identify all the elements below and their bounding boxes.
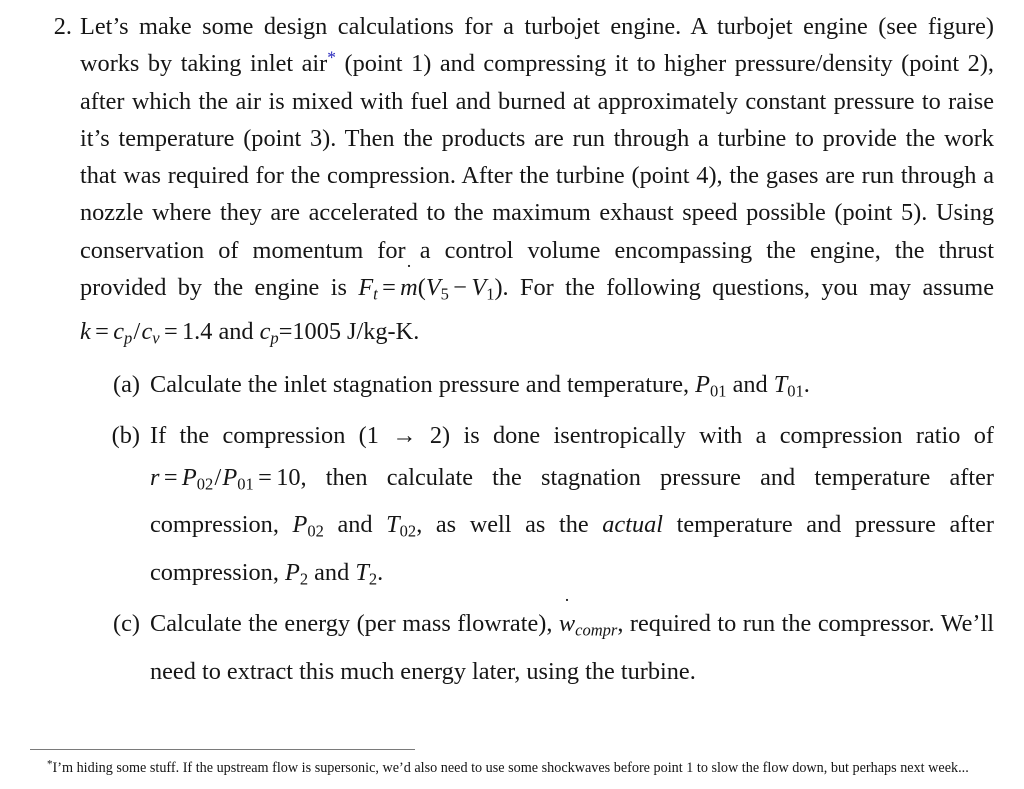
ratio-slash: / (214, 463, 222, 491)
footnote-text (30, 759, 992, 779)
k-equals-1: = (95, 317, 109, 345)
subpart-b-run-7: and (308, 559, 356, 587)
paragraph-run-5: J/kg-K. (340, 317, 420, 345)
footnote-area (30, 749, 994, 779)
equation-cp (260, 318, 341, 345)
symbol-P01 (695, 371, 727, 401)
footnote-body: I’m hiding some stuff. If the upstream flow is supersonic, we’d also need to use some shockwaves before point 1 to slow the flow down, but perhaps next week... (52, 760, 969, 777)
ratio-P02: P (181, 463, 197, 491)
paragraph-run-2: (point 1) and compressing it to higher pressure/density (point 2), after which the air is mixed with fuel and burned at approximately constant pressure to raise it’s temperature (point 3). Then the products are run through a turbine to provide the work that was required for the compression. After the turbine (point 4), the gases are run through a nozzle where they are accelerated to the maximum exhaust speed possible (point 5). Using conservation of momentum for a control volume encompassing the engine, the thrust provided by the engine is (80, 50, 994, 302)
thrust-F: F (358, 274, 374, 302)
ratio-P01-sub: 01 (237, 473, 254, 493)
wdot-sub: compr (575, 620, 618, 640)
subpart-b-run-1: If the compression (1 (150, 422, 393, 450)
wdot-w: w (558, 609, 576, 637)
cp-sub: p (270, 327, 279, 347)
problem-2 (30, 8, 994, 695)
subpart-c (94, 603, 994, 692)
subpart-c-run-2: , required to run the compressor. We’ll need to extract this much energy later, using the turbine. (150, 609, 994, 685)
subpart-a-label: (a) (113, 371, 140, 399)
T2-letter: T (355, 559, 369, 587)
k-cp: c (113, 317, 125, 345)
cp-symbol: c (259, 317, 271, 345)
footnote-marker-link[interactable]: * (327, 47, 337, 68)
problem-body (80, 8, 994, 695)
subpart-b (94, 415, 994, 600)
symbol-T02 (386, 511, 417, 541)
P01-letter: P (695, 371, 710, 399)
cp-value: 1005 (292, 317, 341, 345)
P01-sub: 01 (709, 381, 727, 401)
paragraph-run-4: and (212, 317, 260, 345)
ratio-P01: P (222, 463, 238, 491)
subparts-list (80, 364, 994, 692)
thrust-V5-sub: 5 (440, 284, 449, 304)
P2-letter: P (284, 559, 300, 587)
subpart-c-label: (c) (113, 609, 140, 637)
thrust-equals: = (382, 274, 396, 302)
P2-sub: 2 (299, 569, 309, 589)
thrust-V1-sub: 1 (486, 284, 495, 304)
thrust-F-sub: t (373, 284, 378, 304)
mass-flow-rate-symbol (400, 269, 418, 306)
ratio-equals-2: = (258, 463, 272, 491)
T2-sub: 2 (368, 569, 378, 589)
problem-number: 2. (53, 13, 72, 40)
subpart-b-run-4: and (323, 511, 387, 539)
k-cv: c (141, 317, 153, 345)
ratio-equals-1: = (163, 463, 178, 491)
subpart-a-run-2: and (726, 371, 774, 399)
T02-letter: T (386, 511, 400, 539)
subpart-b-body (150, 415, 994, 600)
symbol-P2 (284, 559, 309, 589)
subpart-a (94, 364, 994, 412)
k-equals-2: = (163, 317, 178, 345)
compression-arrow-icon: → (392, 422, 417, 450)
P02-letter: P (292, 511, 308, 539)
subpart-a-body (150, 364, 994, 412)
subpart-a-run-1: Calculate the inlet stagnation pressure and temperature, (150, 371, 696, 399)
cp-equals: = (278, 317, 293, 345)
subpart-b-run-8: . (377, 559, 384, 587)
thrust-close-paren: ) (494, 274, 503, 302)
subpart-b-label: (b) (111, 422, 140, 450)
ratio-r: r (150, 463, 160, 491)
subpart-b-run-2: 2) is done isentropically with a compression ratio of (416, 422, 994, 450)
mdot-m: m (400, 274, 418, 302)
T02-sub: 02 (399, 521, 417, 541)
footnote-rule-divider (30, 749, 415, 750)
P02-sub: 02 (307, 521, 324, 541)
symbol-P02 (292, 511, 324, 541)
ratio-P02-sub: 02 (196, 473, 214, 493)
wdot-wrapper (559, 603, 575, 645)
symbol-wdot-compr (558, 609, 618, 640)
emphasis-actual: actual (602, 511, 664, 539)
thrust-V1: V (471, 274, 487, 302)
subpart-c-body (150, 603, 994, 692)
subpart-b-run-5: , as well as the (416, 511, 603, 539)
ratio-value: 10 (276, 463, 301, 491)
k-cv-sub: v (152, 327, 160, 347)
subpart-c-run-1: Calculate the energy (per mass flowrate), (150, 609, 559, 637)
k-cp-sub: p (124, 327, 133, 347)
subpart-b-run-6: temperature and pressure after compression, (150, 511, 994, 587)
symbol-T01 (773, 371, 804, 401)
T01-letter: T (773, 371, 788, 399)
T01-sub: 01 (787, 381, 804, 401)
k-symbol: k (80, 317, 91, 345)
symbol-T2 (355, 559, 378, 589)
equation-thrust (358, 274, 503, 304)
k-value: 1.4 (182, 317, 213, 345)
equation-k (80, 318, 212, 345)
subpart-b-run-3: , then calculate the stagnation pressure and temperature after compression, (150, 463, 994, 539)
subpart-a-run-3: . (803, 371, 810, 399)
problem-paragraph (80, 8, 994, 356)
equation-pressure-ratio (150, 464, 301, 491)
footnote-star-marker: * (47, 758, 53, 771)
paragraph-run-1: Let’s make some design calculations for a turbojet engine. A turbojet engine (see figure) works by taking inlet air (80, 13, 994, 78)
thrust-minus: − (453, 274, 467, 302)
thrust-open-paren: ( (417, 274, 426, 302)
k-slash: / (133, 317, 141, 345)
thrust-V5: V (425, 274, 441, 302)
paragraph-run-3: . For the following questions, you may assume (502, 274, 994, 302)
